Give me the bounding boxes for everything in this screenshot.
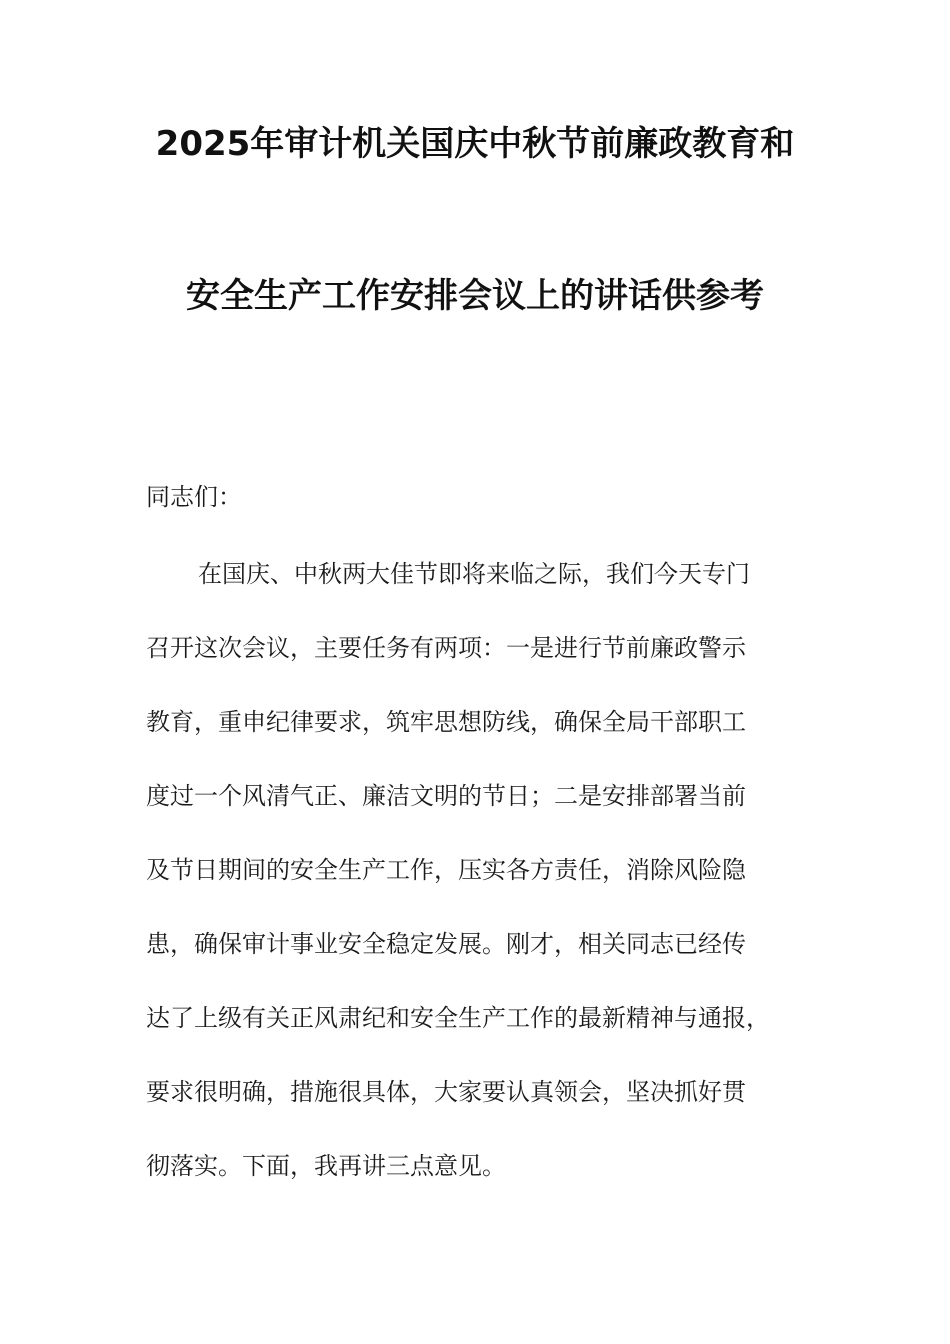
document-title-line-2: 安全生产工作安排会议上的讲话供参考 — [186, 276, 764, 316]
paragraph-line: 彻落实。下面，我再讲三点意见。 — [146, 1152, 506, 1180]
paragraph-line: 要求很明确，措施很具体，大家要认真领会，坚决抓好贯 — [146, 1078, 746, 1106]
paragraph-line: 度过一个风清气正、廉洁文明的节日；二是安排部署当前 — [146, 782, 746, 810]
paragraph-line: 达了上级有关正风肃纪和安全生产工作的最新精神与通报， — [146, 1004, 770, 1032]
paragraph-line: 患，确保审计事业安全稳定发展。刚才，相关同志已经传 — [146, 930, 746, 958]
document-title-line-1: 2025年审计机关国庆中秋节前廉政教育和 — [155, 124, 795, 164]
paragraph-line: 在国庆、中秋两大佳节即将来临之际，我们今天专门 — [198, 560, 750, 588]
paragraph-line: 召开这次会议，主要任务有两项：一是进行节前廉政警示 — [146, 634, 746, 662]
paragraph-line: 及节日期间的安全生产工作，压实各方责任，消除风险隐 — [146, 856, 746, 884]
paragraph-line: 教育，重申纪律要求，筑牢思想防线，确保全局干部职工 — [146, 708, 746, 736]
salutation: 同志们： — [146, 483, 242, 511]
